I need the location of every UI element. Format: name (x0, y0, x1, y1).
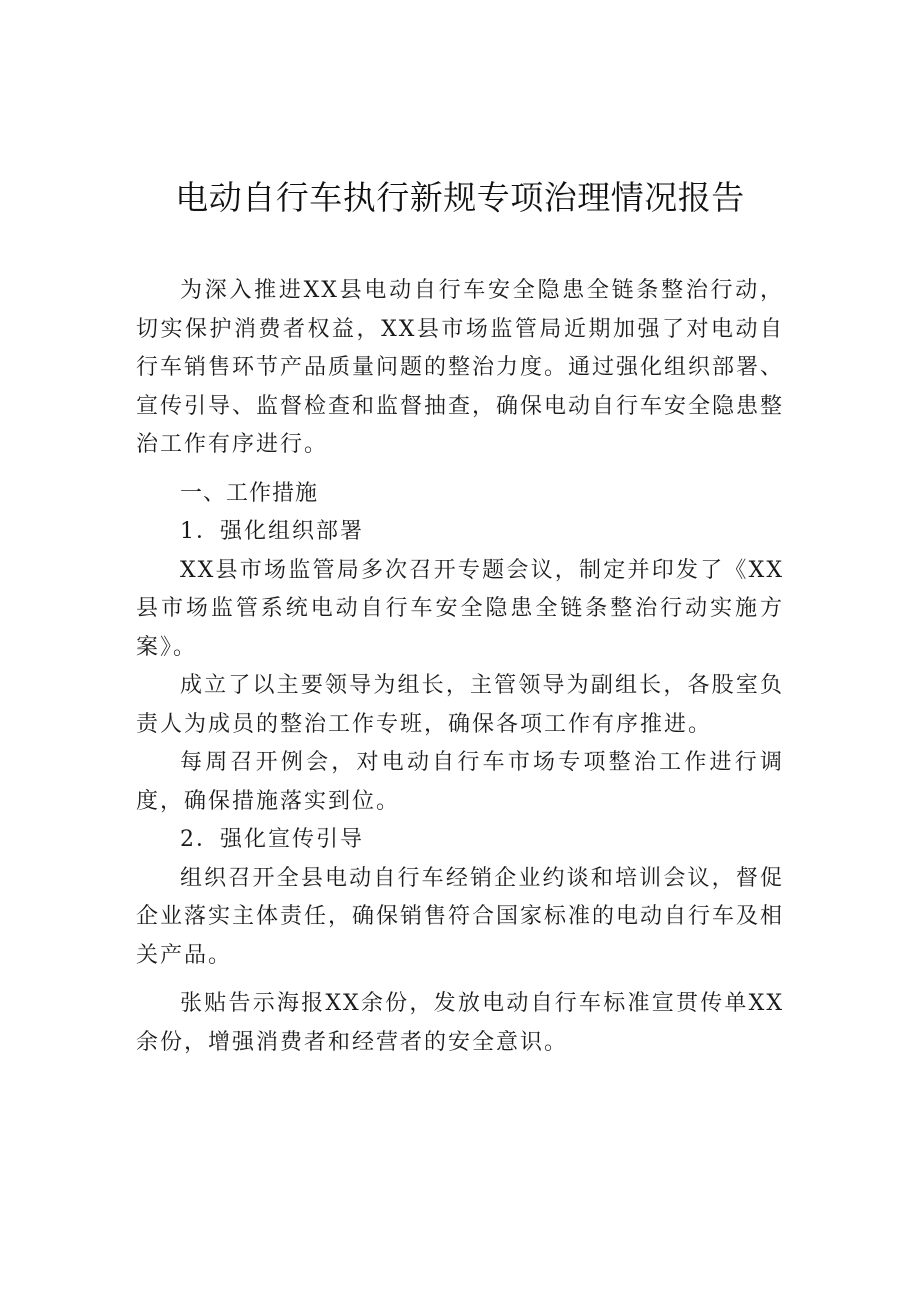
paragraph-publicity-2: 张贴告示海报XX余份，发放电动自行车标准宣贯传单XX余份，增强消费者和经营者的安全意识。 (136, 991, 784, 1055)
subheading-publicity: 2．强化宣传引导 (180, 827, 364, 852)
paragraph-organization-3: 每周召开例会，对电动自行车市场专项整治工作进行调度，确保措施落实到位。 (136, 750, 784, 814)
paragraph-organization-2: 成立了以主要领导为组长，主管领导为副组长，各股室负责人为成员的整治工作专班，确保各项工作有序推进。 (136, 673, 784, 737)
document-body (136, 272, 784, 1062)
section-heading-work-measures: 一、工作措施 (180, 480, 319, 506)
intro-paragraph: 为深入推进XX县电动自行车安全隐患全链条整治行动，切实保护消费者权益，XX县市场监管局近期加强了对电动自行车销售环节产品质量问题的整治力度。通过强化组织部署、宣传引导、监督检查和监督抽查，确保电动自行车安全隐患整治工作有序进行。 (136, 278, 785, 457)
paragraph-organization-1: XX县市场监管局多次召开专题会议，制定并印发了《XX县市场监管系统电动自行车安全隐患全链条整治行动实施方案》。 (136, 557, 784, 660)
paragraph-publicity-1: 组织召开全县电动自行车经销企业约谈和培训会议，督促企业落实主体责任，确保销售符合国家标准的电动自行车及相关产品。 (136, 865, 785, 968)
subheading-organization: 1．强化组织部署 (180, 519, 364, 544)
document-title: 电动自行车执行新规专项治理情况报告 (175, 178, 745, 217)
